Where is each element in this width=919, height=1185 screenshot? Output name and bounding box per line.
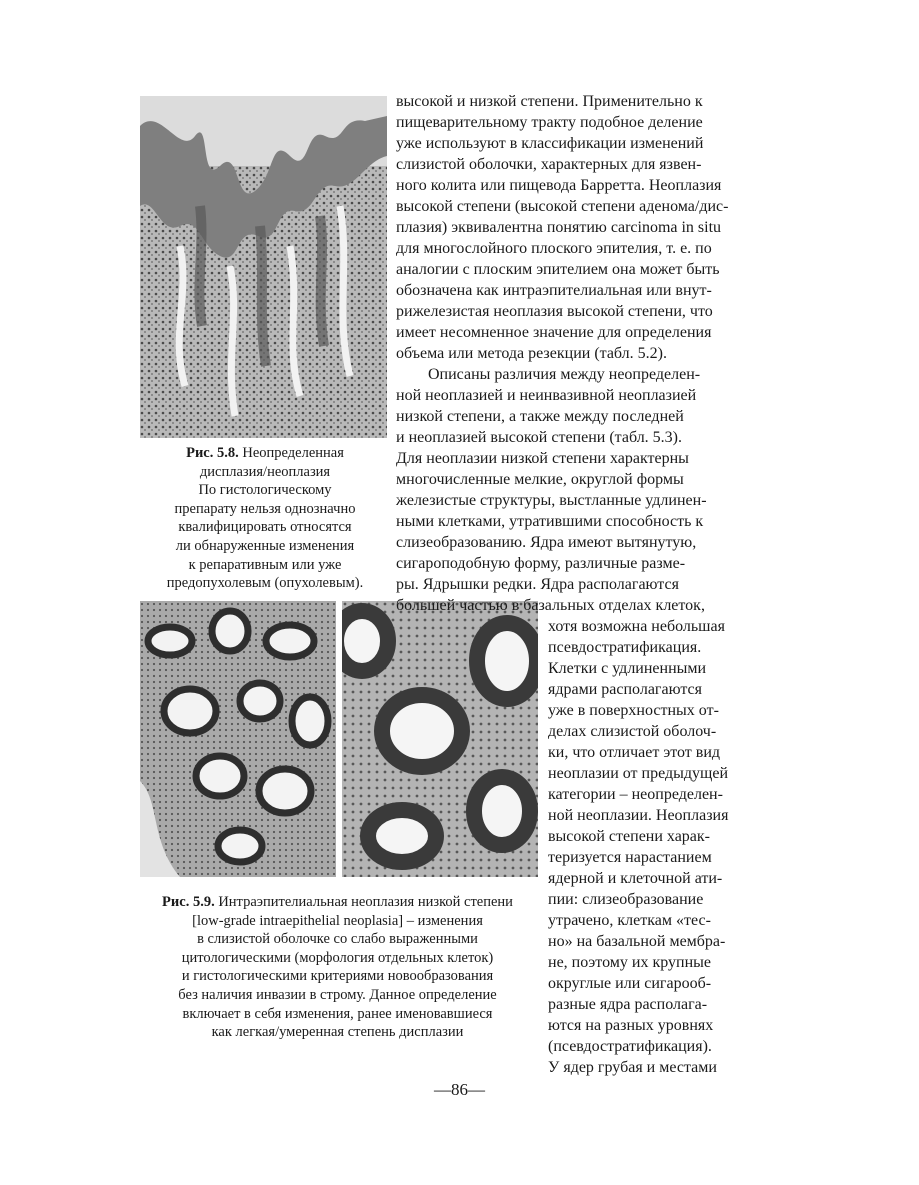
caption-line: включает в себя изменения, ранее именовавшиеся xyxy=(182,1005,493,1022)
body-line: плазия) эквивалентна понятию carcinoma in situ xyxy=(396,219,722,236)
caption-line: в слизистой оболочке со слабо выраженными xyxy=(197,931,478,948)
figure-5-9-micrograph-left xyxy=(140,601,336,877)
body-line: уже используют в классификации изменений xyxy=(396,135,704,152)
body-line: ядрами располагаются xyxy=(548,681,702,698)
body-line: теризуется нарастанием xyxy=(548,849,712,866)
body-line: округлые или сигарооб- xyxy=(548,975,712,992)
caption-line: цитологическими (морфология отдельных клеток) xyxy=(181,949,494,966)
body-line: ядерной и клеточной ати- xyxy=(548,870,723,887)
figure-5-8-label: Рис. 5.8. xyxy=(186,445,239,461)
body-line: рижелезистая неоплазия высокой степени, что xyxy=(396,303,713,320)
figure-5-9-caption xyxy=(137,893,538,1042)
caption-line: и гистологическими критериями новообразования xyxy=(181,968,494,985)
body-line: имеет несомненное значение для определения xyxy=(396,324,712,341)
caption-line: как легкая/умеренная степень дисплазии xyxy=(211,1024,464,1041)
body-line: Описаны различия между неопределен- xyxy=(428,366,701,383)
body-line: железистые структуры, выстланные удлинен- xyxy=(396,492,707,509)
body-line: высокой и низкой степени. Применительно к xyxy=(396,93,703,110)
body-line: ными клетками, утратившими способность к xyxy=(396,513,704,530)
body-line: У ядер грубая и местами xyxy=(548,1059,717,1076)
body-line: уже в поверхностных от- xyxy=(548,702,719,719)
body-line: (псевдостратификация). xyxy=(548,1038,712,1055)
body-line: ры. Ядрышки редки. Ядра располагаются xyxy=(396,576,679,593)
caption-line: квалифицировать относятся xyxy=(178,519,352,536)
body-line: ного колита или пищевода Барретта. Неоплазия xyxy=(396,177,722,194)
body-line: высокой степени харак- xyxy=(548,828,711,845)
figure-5-9-micrograph-right xyxy=(342,601,538,877)
figure-5-8-caption xyxy=(137,444,393,593)
caption-line: к репаративным или уже xyxy=(188,556,342,573)
body-line: и неоплазией высокой степени (табл. 5.3). xyxy=(396,429,683,446)
body-line: ки, что отличает этот вид xyxy=(548,744,721,761)
body-line: утрачено, клеткам «тес- xyxy=(548,912,711,929)
body-line: Клетки с удлиненными xyxy=(548,660,707,677)
body-line: обозначена как интраэпителиальная или внут- xyxy=(396,282,712,299)
body-line: большей частью в базальных отделах клеток, xyxy=(396,597,705,614)
body-line: категории – неопределен- xyxy=(548,786,723,803)
body-line: объема или метода резекции (табл. 5.2). xyxy=(396,345,667,362)
body-line: не, поэтому их крупные xyxy=(548,954,711,971)
body-line: высокой степени (высокой степени аденома/дис- xyxy=(396,198,729,215)
body-line: слизистой оболочки, характерных для язвен- xyxy=(396,156,702,173)
caption-line: дисплазия/неоплазия xyxy=(199,463,331,480)
caption-line: [low-grade intraepithelial neoplasia] – изменения xyxy=(192,912,483,929)
body-line: пищеварительному тракту подобное деление xyxy=(396,114,703,131)
caption-line: ли обнаруженные изменения xyxy=(175,537,355,554)
body-line: слизеобразованию. Ядра имеют вытянутую, xyxy=(396,534,697,551)
figure-5-8-micrograph xyxy=(140,96,387,438)
body-line: делах слизистой оболоч- xyxy=(548,723,717,740)
body-line: сигароподобную форму, различные разме- xyxy=(396,555,686,572)
body-line: ной неоплазии. Неоплазия xyxy=(548,807,729,824)
body-line: пии: слизеобразование xyxy=(548,891,704,908)
body-line: ной неоплазией и неинвазивной неоплазией xyxy=(396,387,697,404)
caption-line: По гистологическому xyxy=(198,482,332,499)
caption-line: предопухолевым (опухолевым). xyxy=(166,575,364,592)
body-line: разные ядра располага- xyxy=(548,996,708,1013)
page-number: —86— xyxy=(434,1080,485,1099)
caption-line: препарату нельзя однозначно xyxy=(174,500,356,517)
body-line: многочисленные мелкие, округлой формы xyxy=(396,471,684,488)
body-line: ются на разных уровнях xyxy=(548,1017,714,1034)
body-line: для многослойного плоского эпителия, т. е. по xyxy=(396,240,712,257)
body-line: псевдостратификация. xyxy=(548,639,702,656)
body-line: аналогии с плоским эпителием она может быть xyxy=(396,261,720,278)
body-line: Для неоплазии низкой степени характерны xyxy=(396,450,689,467)
body-line: но» на базальной мембра- xyxy=(548,933,726,950)
caption-line: без наличия инвазии в строму. Данное определение xyxy=(178,986,497,1003)
body-line: низкой степени, а также между последней xyxy=(396,408,684,425)
body-line: неоплазии от предыдущей xyxy=(548,765,729,782)
body-line: хотя возможна небольшая xyxy=(548,618,725,635)
figure-5-9-label: Рис. 5.9. xyxy=(162,894,215,910)
caption-line: Неопределенная xyxy=(238,445,344,461)
caption-line: Интраэпителиальная неоплазия низкой степени xyxy=(214,894,513,910)
